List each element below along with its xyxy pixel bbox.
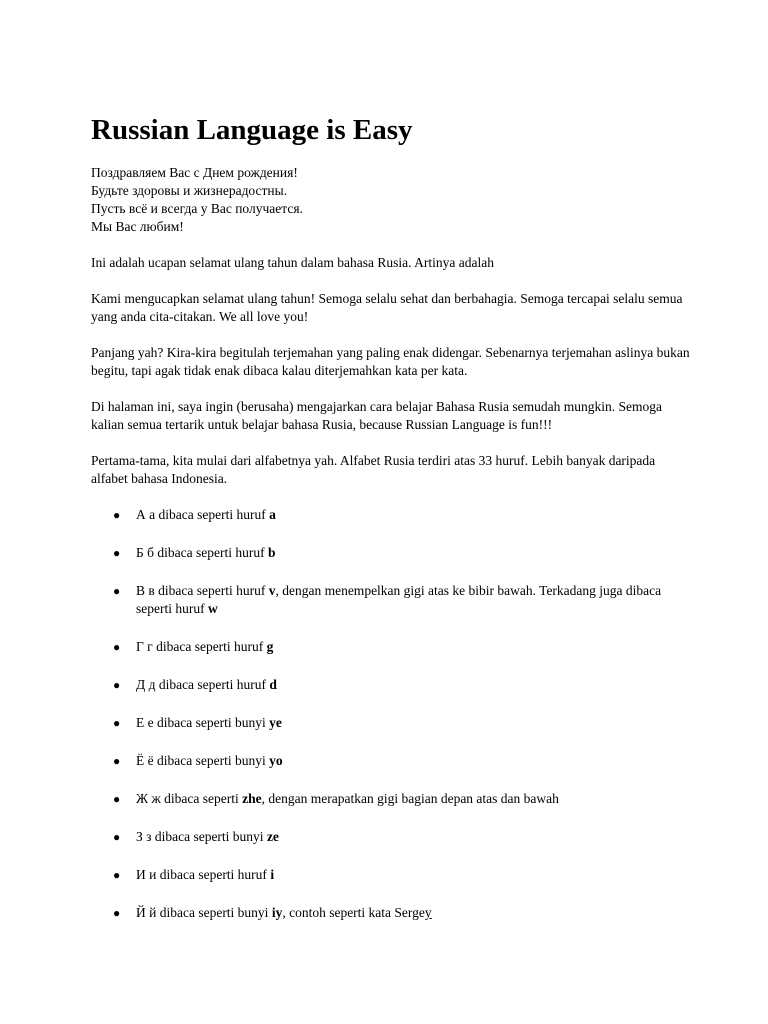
alphabet-list-item	[91, 638, 691, 656]
letter-sound: b	[267, 545, 276, 560]
underlined-letter: y	[424, 905, 432, 920]
alphabet-list-item	[91, 828, 691, 846]
letter-description: Ж ж dibaca seperti	[136, 791, 243, 806]
bullet-icon: ●	[113, 754, 121, 768]
russian-line: Будьте здоровы и жизнерадостны.	[91, 183, 288, 198]
letter-sound: ze	[266, 829, 279, 844]
letter-sound: i	[270, 867, 275, 882]
alphabet-list-item	[91, 866, 691, 884]
letter-sound: iy	[271, 905, 283, 920]
bullet-icon: ●	[113, 508, 121, 522]
bullet-icon: ●	[113, 640, 121, 654]
letter-sound: yo	[269, 753, 283, 768]
russian-line: Пусть всё и всегда у Вас получается.	[91, 201, 303, 216]
bullet-icon: ●	[113, 584, 121, 598]
alphabet-list-item	[91, 676, 691, 694]
alphabet-list-item	[91, 752, 691, 770]
letter-description: Д д dibaca seperti huruf	[136, 677, 270, 692]
letter-sound: g	[266, 639, 274, 654]
russian-line: Поздравляем Вас с Днем рождения!	[91, 165, 298, 180]
bullet-icon: ●	[113, 716, 121, 730]
paragraph-translation: Kami mengucapkan selamat ulang tahun! Semoga selalu sehat dan berbahagia. Semoga tercapai selalu semua yang anda cita-citakan. We all love you!	[91, 291, 683, 324]
alphabet-list-item	[91, 904, 691, 922]
document-body	[91, 164, 691, 942]
bullet-icon: ●	[113, 906, 121, 920]
letter-sound: a	[269, 507, 276, 522]
letter-note: , contoh seperti kata Serge	[282, 905, 425, 920]
bullet-icon: ●	[113, 792, 121, 806]
russian-greeting	[91, 164, 691, 236]
letter-description: Е е dibaca seperti bunyi	[136, 715, 270, 730]
letter-description: Й й dibaca seperti bunyi	[136, 905, 272, 920]
bullet-icon: ●	[113, 678, 121, 692]
letter-description: В в dibaca seperti huruf	[136, 583, 269, 598]
letter-sound: v	[268, 583, 276, 598]
letter-note: , dengan merapatkan gigi bagian depan atas dan bawah	[261, 791, 559, 806]
letter-description: А а dibaca seperti huruf	[136, 507, 270, 522]
alphabet-list-item	[91, 544, 691, 562]
letter-sound: zhe	[242, 791, 262, 806]
alphabet-list-item	[91, 790, 691, 808]
letter-description: З з dibaca seperti bunyi	[136, 829, 267, 844]
paragraph-alphabet-intro: Pertama-tama, kita mulai dari alfabetnya yah. Alfabet Rusia terdiri atas 33 huruf. Lebih banyak daripada alfabet bahasa Indonesia.	[91, 453, 656, 486]
alphabet-list	[91, 506, 691, 922]
alphabet-list-item	[91, 582, 691, 618]
bullet-icon: ●	[113, 868, 121, 882]
bullet-icon: ●	[113, 830, 121, 844]
letter-sound-alt: w	[207, 601, 218, 616]
alphabet-list-item	[91, 506, 691, 524]
paragraph-note: Panjang yah? Kira-kira begitulah terjemahan yang paling enak didengar. Sebenarnya terjemahan aslinya bukan begitu, tapi agak tidak enak dibaca kalau diterjemahkan kata per kata.	[91, 345, 690, 378]
letter-description: Г г dibaca seperti huruf	[136, 639, 267, 654]
russian-line: Мы Вас любим!	[91, 219, 184, 234]
paragraph-purpose: Di halaman ini, saya ingin (berusaha) mengajarkan cara belajar Bahasa Rusia semudah mungkin. Semoga kalian semua tertarik untuk belajar bahasa Rusia, because Russian Language is fun!!!	[91, 399, 662, 432]
page-title: Russian Language is Easy	[91, 114, 413, 146]
bullet-icon: ●	[113, 546, 121, 560]
paragraph-intro: Ini adalah ucapan selamat ulang tahun dalam bahasa Rusia. Artinya adalah	[91, 255, 494, 270]
letter-description: И и dibaca seperti huruf	[136, 867, 271, 882]
alphabet-list-item	[91, 714, 691, 732]
letter-description: Б б dibaca seperti huruf	[136, 545, 268, 560]
letter-sound: ye	[269, 715, 282, 730]
letter-description: Ё ё dibaca seperti bunyi	[136, 753, 270, 768]
letter-sound: d	[269, 677, 277, 692]
letter-note: , dengan menempelkan gigi atas ke bibir bawah. Terkadang juga dibaca seperti huruf	[136, 583, 662, 616]
